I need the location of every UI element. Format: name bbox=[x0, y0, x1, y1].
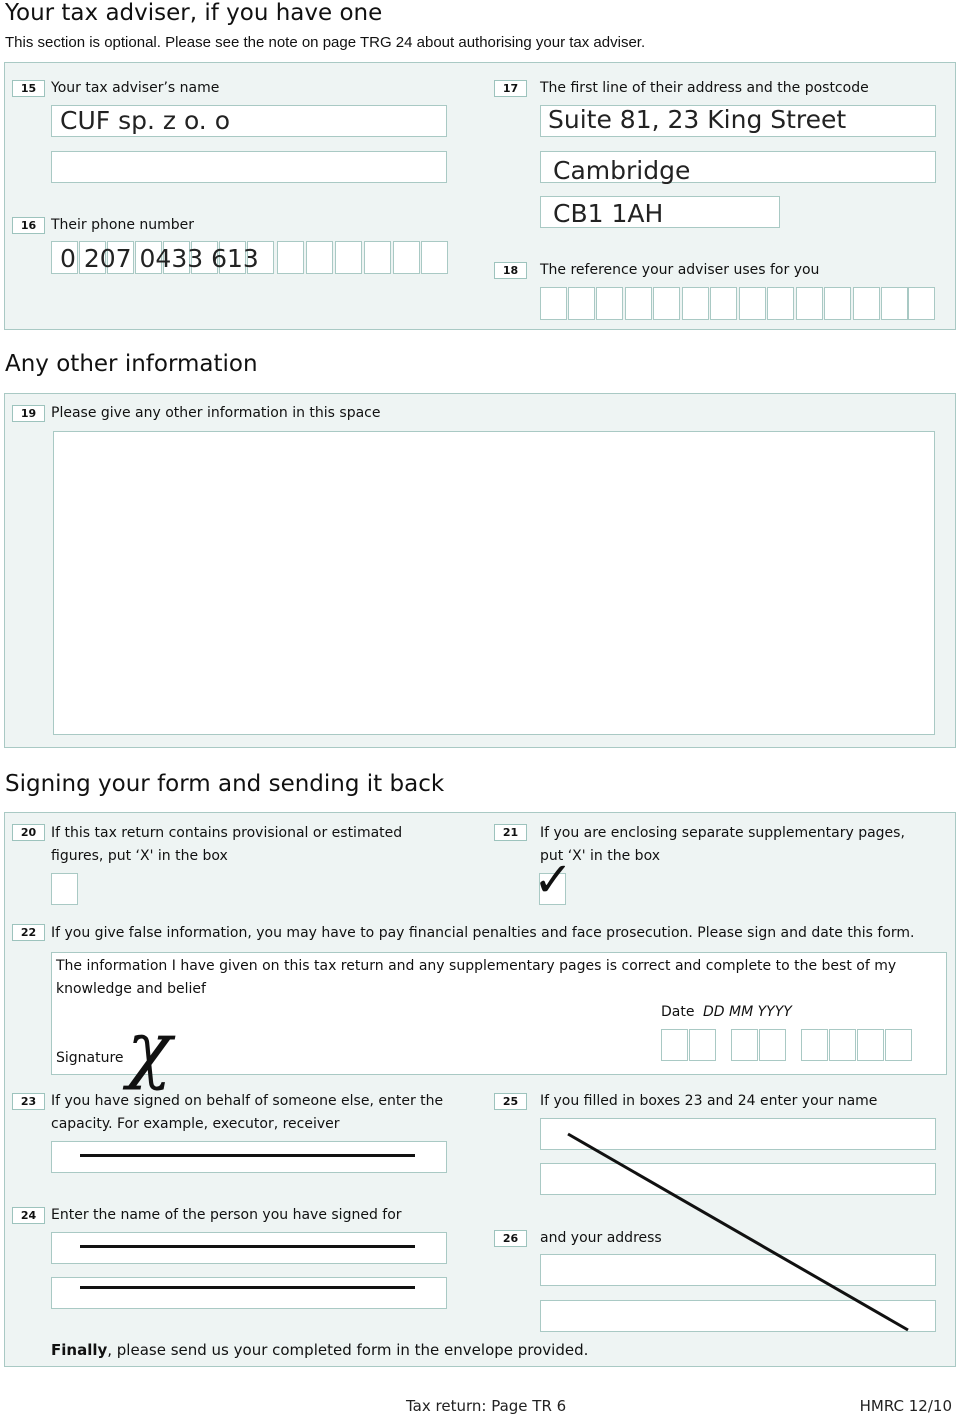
phone-cell[interactable] bbox=[364, 241, 391, 274]
q18-label: The reference your adviser uses for you bbox=[540, 262, 820, 278]
phone-cell[interactable] bbox=[277, 241, 304, 274]
declaration-text-line2: knowledge and belief bbox=[56, 981, 206, 997]
q16-label: Their phone number bbox=[51, 217, 195, 233]
q19-label: Please give any other information in this space bbox=[51, 405, 381, 421]
reference-cell[interactable] bbox=[625, 287, 652, 320]
box-number-19: 19 bbox=[12, 405, 45, 422]
box-number-26: 26 bbox=[494, 1230, 527, 1247]
reference-cell[interactable] bbox=[908, 287, 935, 320]
box-number-17: 17 bbox=[494, 80, 527, 97]
q17-label: The first line of their address and the postcode bbox=[540, 80, 869, 96]
reference-cell[interactable] bbox=[710, 287, 737, 320]
box-number-23: 23 bbox=[12, 1093, 45, 1110]
reference-cell[interactable] bbox=[796, 287, 823, 320]
q22-label: If you give false information, you may have to pay financial penalties and face prosecution. Please sign and date this form. bbox=[51, 925, 915, 941]
phone-number-value: 0 207 0433 613 bbox=[60, 244, 259, 273]
q23-label-line2: capacity. For example, executor, receiver bbox=[51, 1116, 340, 1132]
q21-label-line1: If you are enclosing separate supplementary pages, bbox=[540, 825, 905, 841]
reference-cell[interactable] bbox=[682, 287, 709, 320]
adviser-address-line2[interactable]: Cambridge bbox=[540, 151, 936, 183]
box-number-20: 20 bbox=[12, 824, 45, 841]
q26-label: and your address bbox=[540, 1230, 662, 1246]
q20-label-line2: figures, put ‘X' in the box bbox=[51, 848, 228, 864]
closing-instruction bbox=[51, 1339, 588, 1362]
adviser-name-field-line2[interactable] bbox=[51, 151, 447, 183]
signing-panel bbox=[4, 812, 956, 1367]
section-title-other: Any other information bbox=[5, 351, 258, 377]
reference-cell[interactable] bbox=[653, 287, 680, 320]
reference-cell[interactable] bbox=[824, 287, 851, 320]
box-number-25: 25 bbox=[494, 1093, 527, 1110]
closing-instruction-bold: Finally bbox=[51, 1341, 108, 1359]
q20-label-line1: If this tax return contains provisional or estimated bbox=[51, 825, 403, 841]
reference-cell[interactable] bbox=[739, 287, 766, 320]
q21-label-line2: put ‘X' in the box bbox=[540, 848, 660, 864]
reference-cell[interactable] bbox=[767, 287, 794, 320]
reference-cell[interactable] bbox=[853, 287, 880, 320]
box-number-22: 22 bbox=[12, 924, 45, 941]
phone-cell[interactable] bbox=[335, 241, 362, 274]
diagonal-strikethrough bbox=[5, 813, 955, 1366]
checkmark-icon: ✓ bbox=[533, 852, 574, 908]
phone-cell[interactable] bbox=[421, 241, 448, 274]
other-information-textarea[interactable] bbox=[53, 431, 935, 735]
box-number-18: 18 bbox=[494, 262, 527, 279]
reference-cell[interactable] bbox=[881, 287, 908, 320]
date-label: Date bbox=[661, 1004, 695, 1020]
phone-cell[interactable] bbox=[306, 241, 333, 274]
section-title-signing: Signing your form and sending it back bbox=[5, 771, 445, 797]
date-format-hint: DD MM YYYY bbox=[703, 1004, 792, 1020]
closing-instruction-rest: , please send us your completed form in the envelope provided. bbox=[107, 1341, 589, 1359]
reference-cell[interactable] bbox=[540, 287, 567, 320]
phone-cell[interactable] bbox=[393, 241, 420, 274]
reference-cell[interactable] bbox=[568, 287, 595, 320]
signature-label: Signature bbox=[56, 1050, 124, 1066]
footer-page-label: Tax return: Page TR 6 bbox=[406, 1397, 567, 1415]
box-number-16: 16 bbox=[12, 217, 45, 234]
q24-label: Enter the name of the person you have signed for bbox=[51, 1207, 402, 1223]
signature-mark: χ bbox=[127, 1006, 172, 1092]
adviser-name-field[interactable]: CUF sp. z o. o bbox=[51, 105, 447, 137]
box-number-24: 24 bbox=[12, 1207, 45, 1224]
declaration-text-line1: The information I have given on this tax return and any supplementary pages is correct and complete to the best of my bbox=[56, 958, 897, 974]
footer-form-code: HMRC 12/10 bbox=[859, 1397, 952, 1415]
box-number-21: 21 bbox=[494, 824, 527, 841]
q15-label: Your tax adviser’s name bbox=[51, 80, 220, 96]
reference-cell[interactable] bbox=[596, 287, 623, 320]
other-info-panel bbox=[4, 393, 956, 748]
adviser-panel bbox=[4, 62, 956, 330]
q25-label: If you filled in boxes 23 and 24 enter your name bbox=[540, 1093, 878, 1109]
adviser-address-line1[interactable]: Suite 81, 23 King Street bbox=[540, 105, 936, 137]
section-note-adviser: This section is optional. Please see the note on page TRG 24 about authorising your tax adviser. bbox=[5, 34, 646, 51]
adviser-postcode[interactable]: CB1 1AH bbox=[540, 196, 780, 228]
box-number-15: 15 bbox=[12, 80, 45, 97]
q23-label-line1: If you have signed on behalf of someone else, enter the bbox=[51, 1093, 444, 1109]
section-title-adviser: Your tax adviser, if you have one bbox=[5, 0, 383, 26]
